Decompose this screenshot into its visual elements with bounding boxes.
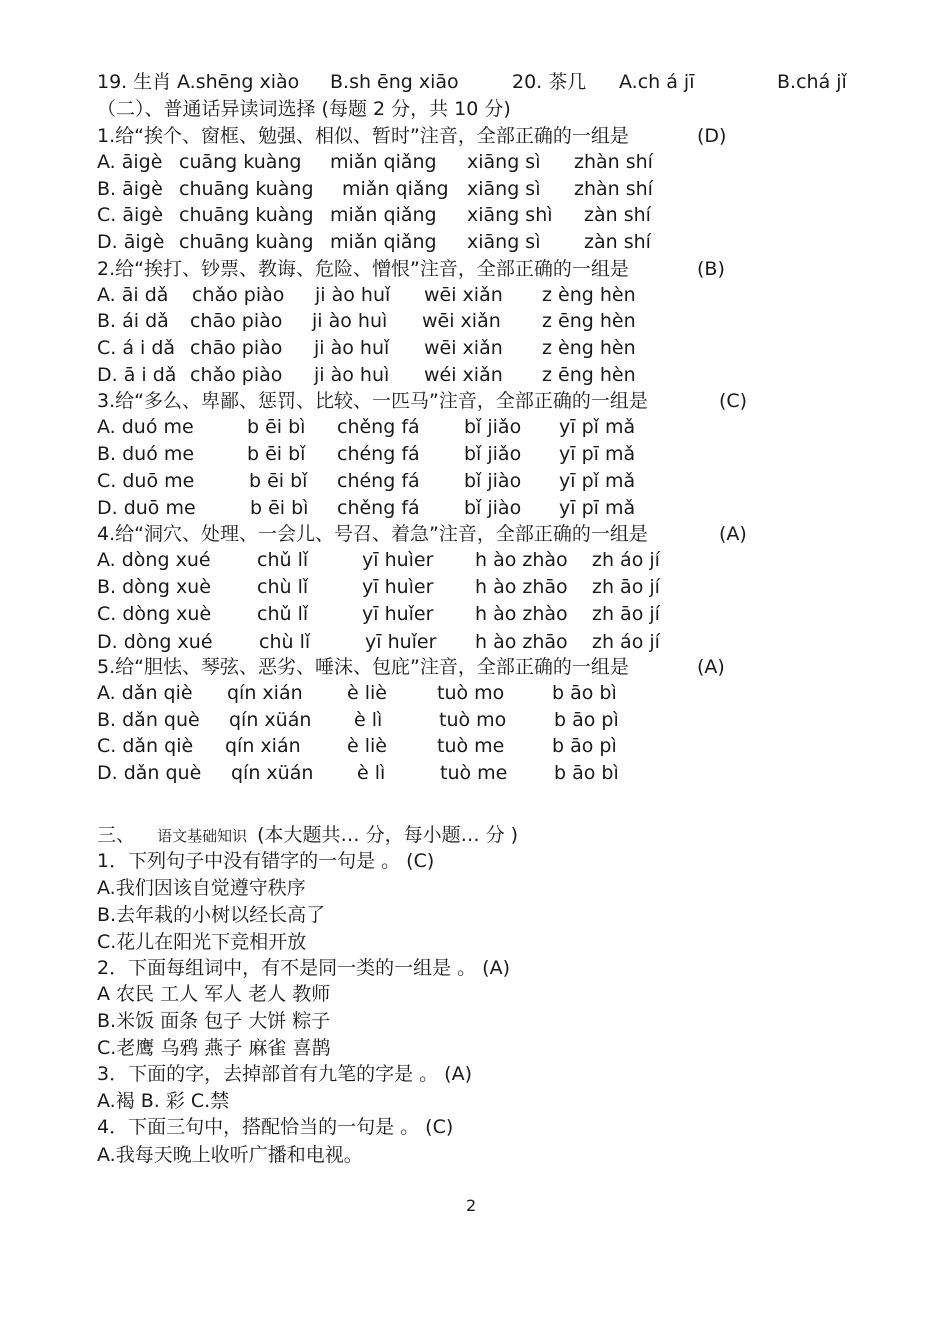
option-cell: z ēng hèn <box>542 310 636 332</box>
option-cell: ji ào huǐ <box>314 337 390 359</box>
question-3-text: 3.给“多么、卑鄙、惩罚、比较、一匹马”注音，全部正确的一组是 <box>97 390 648 412</box>
option-label: C. dòng xuè <box>97 603 212 625</box>
option-cell: b ēi bì <box>250 497 309 519</box>
option-cell: miǎn qiǎng <box>330 204 437 226</box>
section3-line: B.去年栽的小树以经长高了 <box>97 904 326 926</box>
q19-stem: 19. 生肖 <box>97 71 172 93</box>
option-cell: chǔ lǐ <box>257 603 309 625</box>
question-5-answer: (A) <box>697 656 725 678</box>
option-cell: chuāng kuàng <box>179 231 314 253</box>
option-cell: ji ào huì <box>314 364 390 386</box>
option-cell: chǎo piào <box>192 284 285 306</box>
option-cell: chǎo piào <box>190 364 283 386</box>
option-cell: ji ào huǐ <box>315 284 391 306</box>
option-label: D. duō me <box>97 497 196 519</box>
option-cell: è lì <box>354 709 383 731</box>
option-cell: yī pǐ mǎ <box>559 416 636 438</box>
section3-line: A 农民 工人 军人 老人 教师 <box>97 983 331 1005</box>
section3-line: A.褐 B. 彩 C.禁 <box>97 1090 230 1112</box>
option-cell: chāo piào <box>190 310 283 332</box>
option-label: B. ái dǎ <box>97 310 169 332</box>
question-stem <box>97 123 727 149</box>
option-cell: chuāng kuàng <box>179 178 314 200</box>
option-cell: h ào zhào <box>475 549 568 571</box>
section3-line: 4．下面三句中，搭配恰当的一句是 。 (C) <box>97 1116 454 1138</box>
option-cell: zh āo jí <box>592 576 660 598</box>
q19-option-a: A.shēng xiào <box>177 71 300 93</box>
option-cell: cuāng kuàng <box>179 151 302 173</box>
option-cell: yī huǐer <box>362 603 434 625</box>
option-cell: b āo bì <box>554 762 619 784</box>
question-stem <box>97 256 725 282</box>
option-cell: è liè <box>347 735 387 757</box>
q20-option-b: B.chá jǐ <box>777 71 847 93</box>
option-label: D. ā i dǎ <box>97 364 177 386</box>
option-cell: h ào zhāo <box>475 631 568 653</box>
option-cell: chù lǐ <box>257 576 309 598</box>
option-label: D. dǎn què <box>97 762 202 784</box>
section3-title: 语文基础知识 <box>157 827 248 845</box>
option-cell: z èng hèn <box>542 284 636 306</box>
section3-line: C.花儿在阳光下竞相开放 <box>97 931 307 953</box>
section3-score-note: (本大题共… 分，每小题… 分 ) <box>257 824 519 846</box>
option-cell: b āo pì <box>552 735 617 757</box>
option-cell: bǐ jiào <box>464 470 522 492</box>
option-label: A. āi dǎ <box>97 284 169 306</box>
option-cell: chěng fá <box>337 416 420 438</box>
option-cell: h ào zhào <box>475 603 568 625</box>
question-4-text: 4.给“洞穴、处理、一会儿、号召、着急”注音，全部正确的一组是 <box>97 523 648 545</box>
option-cell: qín xüán <box>229 709 312 731</box>
option-label: A. dǎn qiè <box>97 682 193 704</box>
option-cell: è lì <box>357 762 386 784</box>
option-cell: bǐ jiǎo <box>464 416 522 438</box>
question-2-text: 2.给“挨打、钞票、教诲、危险、憎恨”注音，全部正确的一组是 <box>97 258 629 280</box>
question-stem <box>97 654 725 680</box>
option-label: B. duó me <box>97 443 195 465</box>
option-cell: yī pǐ mǎ <box>559 470 636 492</box>
option-cell: miǎn qiǎng <box>342 178 449 200</box>
q19-option-b: B.sh ēng xiāo <box>330 71 459 93</box>
option-label: C. dǎn qiè <box>97 735 194 757</box>
option-cell: wēi xiǎn <box>424 284 503 306</box>
option-cell: b ēi bǐ <box>247 443 306 465</box>
option-cell: chéng fá <box>337 470 420 492</box>
question-1-answer: (D) <box>697 125 727 147</box>
option-cell: xiāng shì <box>467 204 553 226</box>
option-cell: zhàn shí <box>574 178 653 200</box>
option-cell: zàn shí <box>584 204 651 226</box>
option-cell: yī huǐer <box>365 631 437 653</box>
option-cell: yī pī mǎ <box>559 497 636 519</box>
option-cell: zh áo jí <box>592 631 660 653</box>
option-cell: h ào zhāo <box>475 576 568 598</box>
option-cell: tuò mo <box>439 709 507 731</box>
question-1-text: 1.给“挨个、窗框、勉强、相似、暂时”注音，全部正确的一组是 <box>97 125 629 147</box>
option-label: A. duó me <box>97 416 194 438</box>
option-cell: yī huìer <box>362 549 434 571</box>
question-4-answer: (A) <box>719 523 747 545</box>
section3-line: 3．下面的字，去掉部首有九笔的字是 。 (A) <box>97 1063 472 1085</box>
section3-line: 1．下列句子中没有错字的一句是 。 (C) <box>97 850 435 872</box>
option-label: B. āigè <box>97 178 163 200</box>
option-label: A. dòng xué <box>97 549 211 571</box>
option-cell: z ēng hèn <box>542 364 636 386</box>
option-cell: zh āo jí <box>592 603 660 625</box>
question-5-text: 5.给“胆怯、琴弦、恶劣、唾沫、包庇”注音，全部正确的一组是 <box>97 656 629 678</box>
option-cell: chěng fá <box>337 497 420 519</box>
question-stem <box>97 521 747 547</box>
section3-line: 2．下面每组词中，有不是同一类的一组是 。 (A) <box>97 957 510 979</box>
option-cell: qín xüán <box>231 762 314 784</box>
q20-option-a: A.ch á jī <box>619 71 695 93</box>
option-cell: chǔ lǐ <box>257 549 309 571</box>
option-label: A. āigè <box>97 151 163 173</box>
option-cell: chéng fá <box>337 443 420 465</box>
option-cell: ji ào huì <box>312 310 388 332</box>
option-cell: b ēi bì <box>247 416 306 438</box>
option-cell: wēi xiǎn <box>424 337 503 359</box>
section3-line: A.我每天晚上收听广播和电视。 <box>97 1144 363 1166</box>
option-label: B. dòng xuè <box>97 576 211 598</box>
question-2-answer: (B) <box>697 258 725 280</box>
question-3-answer: (C) <box>719 390 748 412</box>
option-cell: chuāng kuàng <box>179 204 314 226</box>
option-cell: xiāng sì <box>467 231 541 253</box>
option-cell: yī pī mǎ <box>559 443 636 465</box>
option-cell: xiāng sì <box>467 151 541 173</box>
option-label: C. duō me <box>97 470 195 492</box>
section3-line: C.老鹰 乌鸦 燕子 麻雀 喜鹊 <box>97 1037 331 1059</box>
option-cell: zh áo jí <box>592 549 660 571</box>
option-cell: wēi xiǎn <box>422 310 501 332</box>
option-cell: bǐ jiǎo <box>464 443 522 465</box>
option-cell: bǐ jiào <box>464 497 522 519</box>
option-label: D. dòng xué <box>97 631 213 653</box>
option-cell: b ēi bǐ <box>249 470 308 492</box>
option-cell: qín xián <box>227 682 303 704</box>
option-label: D. āigè <box>97 231 165 253</box>
option-cell: b āo bì <box>552 682 617 704</box>
option-cell: yī huìer <box>362 576 434 598</box>
option-cell: zhàn shí <box>574 151 653 173</box>
option-cell: è liè <box>347 682 387 704</box>
section3-line: B.米饭 面条 包子 大饼 粽子 <box>97 1010 331 1032</box>
option-label: C. á i dǎ <box>97 337 176 359</box>
section2-heading: （二）、普通话异读词选择 (每题 2 分，共 10 分) <box>97 98 511 120</box>
option-cell: tuò me <box>440 762 508 784</box>
question-stem <box>97 388 748 414</box>
option-cell: miǎn qiǎng <box>330 231 437 253</box>
section3-number: 三、 <box>97 824 136 846</box>
option-cell: xiāng sì <box>467 178 541 200</box>
option-cell: chāo piào <box>190 337 283 359</box>
option-cell: miǎn qiǎng <box>330 151 437 173</box>
q20-stem: 20. 茶几 <box>512 71 587 93</box>
option-cell: wéi xiǎn <box>424 364 503 386</box>
option-label: B. dǎn què <box>97 709 200 731</box>
option-cell: chù lǐ <box>259 631 311 653</box>
section3-line: A.我们因该自觉遵守秩序 <box>97 877 306 899</box>
option-cell: zàn shí <box>584 231 651 253</box>
option-cell: tuò mo <box>437 682 505 704</box>
option-cell: b āo pì <box>554 709 619 731</box>
option-label: C. āigè <box>97 204 164 226</box>
option-cell: tuò me <box>437 735 505 757</box>
page-number: 2 <box>466 1196 477 1215</box>
option-cell: z èng hèn <box>542 337 636 359</box>
option-cell: qín xián <box>225 735 301 757</box>
section3-heading <box>97 822 518 848</box>
